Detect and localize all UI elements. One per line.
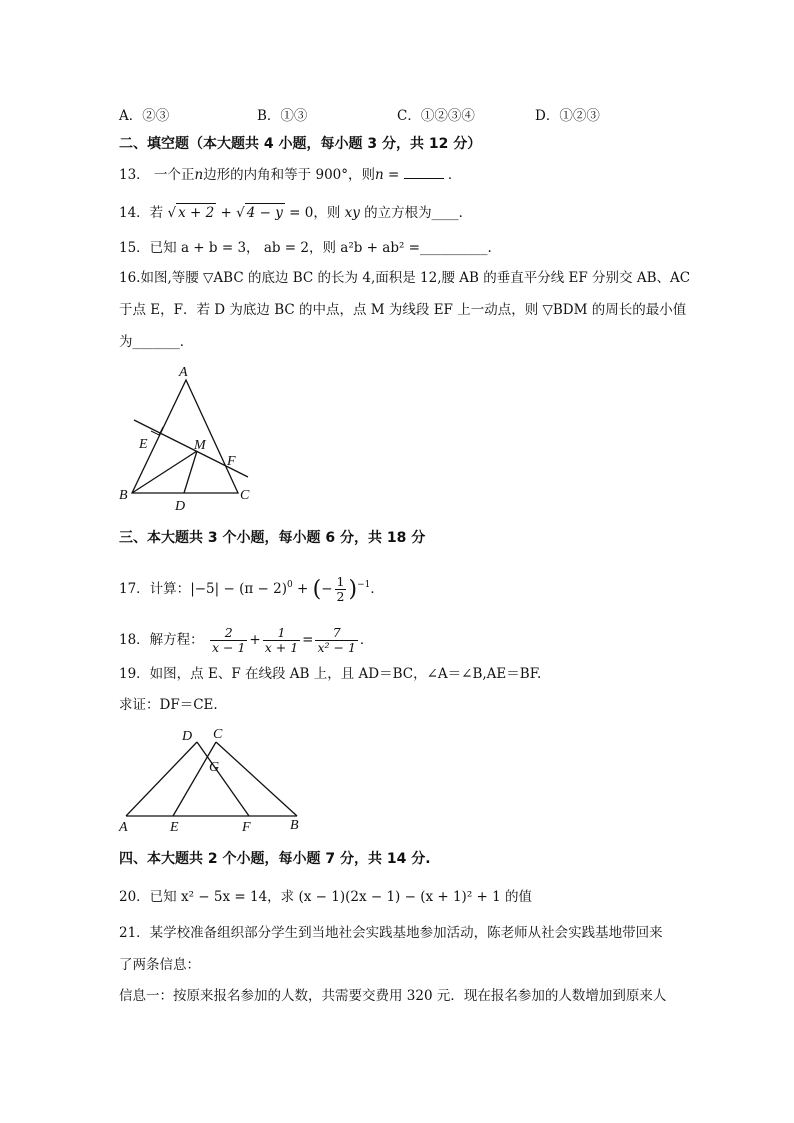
fig2-label-a: A bbox=[119, 820, 128, 835]
question-16-line-3: 为_______． bbox=[119, 334, 194, 350]
option-c: C．①②③④ bbox=[397, 108, 475, 124]
q17-zero: 0 bbox=[286, 580, 293, 590]
q17-minus: − bbox=[321, 581, 333, 597]
question-21-line-3: 信息一：按原来报名参加的人数，共需要交费用 320 元．现在报名参加的人数增加到原来人 bbox=[119, 988, 667, 1004]
q13-number: 13． bbox=[119, 167, 150, 183]
q14-radical-1: x + 2 bbox=[178, 205, 215, 221]
fig2-label-c: C bbox=[213, 727, 223, 742]
fig2-label-f: F bbox=[242, 820, 251, 835]
option-b: B．①③ bbox=[257, 108, 308, 124]
fig1-label-m: M bbox=[194, 438, 206, 453]
question-19-line-2: 求证：DF＝CE. bbox=[119, 697, 218, 713]
q14-xy: xy bbox=[344, 205, 360, 221]
q18-end: ． bbox=[359, 632, 374, 648]
q18-fraction-2 bbox=[263, 626, 300, 655]
q17-denominator: 2 bbox=[336, 589, 345, 604]
section-2-title: 二、填空题（本大题共 4 小题，每小题 3 分，共 12 分） bbox=[119, 136, 482, 152]
question-14: 14．若 √ x + 2 + √ 4 − y = 0，则 xy 的立方根为____． bbox=[119, 205, 473, 221]
question-21-line-1: 21．某学校准备组织部分学生到当地社会实践基地参加活动，陈老师从社会实践基地带回来 bbox=[119, 925, 663, 941]
question-21-line-2: 了两条信息： bbox=[119, 957, 200, 973]
question-16-line-2: 于点 E，F．若 D 为底边 BC 的中点，点 M 为线段 EF 上一动点，则 ▽BDM 的周长的最小值 bbox=[119, 302, 687, 318]
q14-end: 的立方根为____． bbox=[359, 205, 473, 221]
q18-den-3: x² − 1 bbox=[317, 640, 356, 655]
q17-end: ． bbox=[370, 581, 384, 597]
q17-rparen: ) bbox=[348, 577, 358, 602]
section-3-title: 三、本大题共 3 个小题，每小题 6 分，共 18 分 bbox=[119, 530, 426, 546]
fig2-label-e: E bbox=[170, 820, 179, 835]
question-19-line-1: 19．如图，点 E、F 在线段 AB 上，且 AD＝BC，∠A＝∠B,AE＝BF. bbox=[119, 666, 542, 682]
q18-plus: + bbox=[249, 632, 261, 648]
q18-den-1: x − 1 bbox=[211, 640, 246, 655]
q17-numerator: 1 bbox=[336, 574, 345, 589]
q14-radical-2: 4 − y bbox=[246, 205, 283, 221]
fig2-label-d: D bbox=[182, 729, 193, 744]
q14-number: 14．若 bbox=[119, 205, 164, 221]
q13-var: n bbox=[194, 167, 204, 183]
question-17 bbox=[119, 575, 384, 604]
q17-exponent: −1 bbox=[357, 580, 371, 590]
q18-num-2: 1 bbox=[263, 626, 300, 641]
q14-eq: = 0，则 bbox=[284, 205, 341, 221]
figure-triangle-abc bbox=[110, 360, 270, 515]
section-4-title: 四、本大题共 2 个小题，每小题 7 分，共 14 分. bbox=[119, 851, 431, 867]
q13-mid: 边形的内角和等于 900°，则 bbox=[203, 167, 375, 183]
q18-eq: = bbox=[302, 632, 314, 648]
fig1-label-b: B bbox=[119, 488, 128, 503]
q17-fraction bbox=[335, 575, 347, 604]
option-a: A．②③ bbox=[119, 108, 170, 124]
question-18 bbox=[119, 626, 373, 655]
q18-number: 18．解方程： bbox=[119, 632, 204, 648]
q13-eq: n = bbox=[375, 167, 400, 183]
fig1-label-e: E bbox=[139, 437, 148, 452]
q17-number: 17．计算： bbox=[119, 581, 191, 597]
q14-plus: + bbox=[216, 205, 237, 221]
q13-blank bbox=[404, 166, 444, 179]
q17-expr: |−5| − (π − 2) bbox=[190, 581, 287, 597]
q18-num-1: 2 bbox=[210, 626, 247, 641]
fig2-label-g: G bbox=[209, 760, 220, 775]
question-15: 15．已知 a + b = 3， ab = 2，则 a²b + ab² =__________. bbox=[119, 240, 492, 256]
fig1-label-c: C bbox=[240, 488, 250, 503]
fig1-label-a: A bbox=[179, 365, 188, 380]
question-16-line-1: 16.如图,等腰 ▽ABC 的底边 BC 的长为 4,面积是 12,腰 AB 的垂直平分线 EF 分别交 AB、AC bbox=[119, 270, 691, 286]
q13-pre: 一个正 bbox=[153, 167, 195, 183]
fig1-label-f: F bbox=[227, 454, 236, 469]
q17-lparen: ( bbox=[312, 577, 322, 602]
q18-num-3: 7 bbox=[315, 626, 357, 641]
q13-end: ． bbox=[447, 167, 462, 183]
question-13 bbox=[119, 166, 461, 184]
figure-overlapping-triangles bbox=[110, 722, 310, 837]
option-d: D．①②③ bbox=[535, 108, 600, 124]
q17-plus: + bbox=[292, 581, 313, 597]
q18-fraction-3 bbox=[315, 626, 357, 655]
fig2-label-b: B bbox=[290, 818, 299, 833]
q18-fraction-1 bbox=[210, 626, 247, 655]
fig1-label-d: D bbox=[175, 499, 186, 514]
q18-den-2: x + 1 bbox=[264, 640, 299, 655]
question-20: 20．已知 x² − 5x = 14，求 (x − 1)(2x − 1) − (x + 1)² + 1 的值 bbox=[119, 889, 533, 905]
